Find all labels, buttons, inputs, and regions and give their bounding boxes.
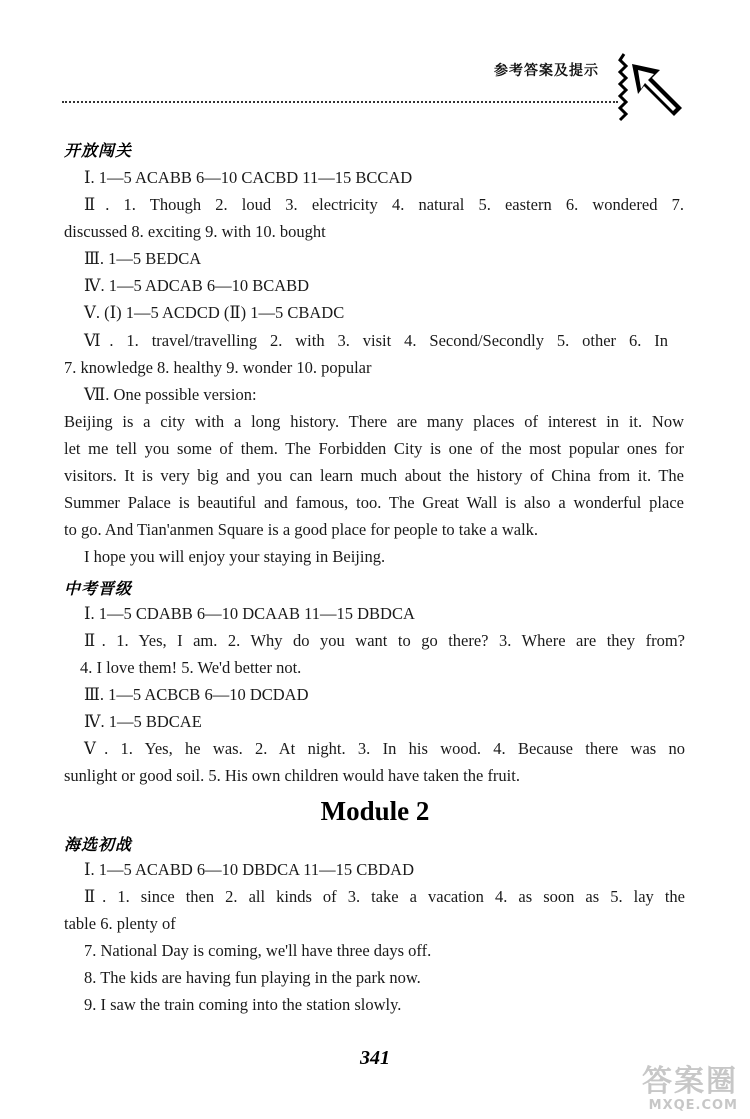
answer-line: 7. National Day is coming, we'll have three days off.: [84, 941, 432, 960]
answer-line: sunlight or good soil. 5. His own children would have taken the fruit.: [64, 766, 520, 785]
essay-line: let me tell you some of them. The Forbidden City is one of the most popular ones for: [64, 439, 684, 458]
section-heading-audition: 海选初战: [64, 835, 133, 854]
answer-line: Ⅴ. (Ⅰ) 1—5 ACDCD (Ⅱ) 1—5 CBADC: [84, 303, 345, 322]
answer-line: Ⅶ. One possible version:: [84, 385, 257, 404]
watermark: [642, 1065, 738, 1113]
section-heading-exam: 中考晋级: [64, 579, 133, 598]
essay-line: Beijing is a city with a long history. There are many places of interest in it. Now: [64, 412, 684, 431]
answer-line: 7. knowledge 8. healthy 9. wonder 10. popular: [64, 358, 372, 377]
answer-line: Ⅲ. 1—5 BEDCA: [84, 249, 202, 268]
answer-line: Ⅱ. 1. Though 2. loud 3. electricity 4. natural 5. eastern 6. wondered 7.: [84, 195, 684, 214]
page-number: 341: [360, 1047, 390, 1069]
essay-line: visitors. It is very big and you can learn much about the history of China from it. The: [64, 466, 684, 485]
answer-line: Ⅱ. 1. since then 2. all kinds of 3. take a vacation 4. as soon as 5. lay the: [84, 887, 685, 906]
answer-line: 4. I love them! 5. We'd better not.: [80, 658, 302, 677]
answer-line: 8. The kids are having fun playing in the park now.: [84, 968, 421, 987]
watermark-url: MXQE.COM: [648, 1098, 738, 1113]
module-title: Module 2: [320, 796, 430, 826]
answer-line: Ⅰ. 1—5 ACABB 6—10 CACBD 11—15 BCCAD: [84, 168, 413, 187]
section-heading-open: 开放闯关: [64, 141, 133, 160]
answer-line: table 6. plenty of: [64, 914, 176, 933]
answer-line: Ⅰ. 1—5 ACABD 6—10 DBDCA 11—15 CBDAD: [84, 860, 414, 879]
essay-line: to go. And Tian'anmen Square is a good place for people to take a walk.: [64, 520, 539, 539]
answer-line: discussed 8. exciting 9. with 10. bought: [64, 222, 326, 241]
answer-line: 9. I saw the train coming into the station slowly.: [84, 995, 402, 1014]
answer-line: Ⅳ. 1—5 ADCAB 6—10 BCABD: [84, 276, 310, 295]
pointer-arrow-icon: [612, 50, 684, 126]
answer-line: Ⅲ. 1—5 ACBCB 6—10 DCDAD: [84, 685, 309, 704]
answer-line: Ⅰ. 1—5 CDABB 6—10 DCAAB 11—15 DBDCA: [84, 604, 415, 623]
answer-line: Ⅴ. 1. Yes, he was. 2. At night. 3. In his wood. 4. Because there was no: [84, 739, 685, 758]
header-title: 参考答案及提示: [494, 63, 599, 79]
answer-line: Ⅱ. 1. Yes, I am. 2. Why do you want to go there? 3. Where are they from?: [84, 631, 685, 650]
essay-line: I hope you will enjoy your staying in Beijing.: [84, 547, 386, 566]
essay-line: Summer Palace is beautiful and famous, too. The Great Wall is also a wonderful place: [64, 493, 684, 512]
answer-line: Ⅳ. 1—5 BDCAE: [84, 712, 202, 731]
header-dotted-rule: [62, 101, 618, 103]
watermark-text: 答案圈: [642, 1064, 738, 1099]
answer-line: Ⅵ. 1. travel/travelling 2. with 3. visit 4. Second/Secondly 5. other 6. In: [84, 331, 668, 350]
